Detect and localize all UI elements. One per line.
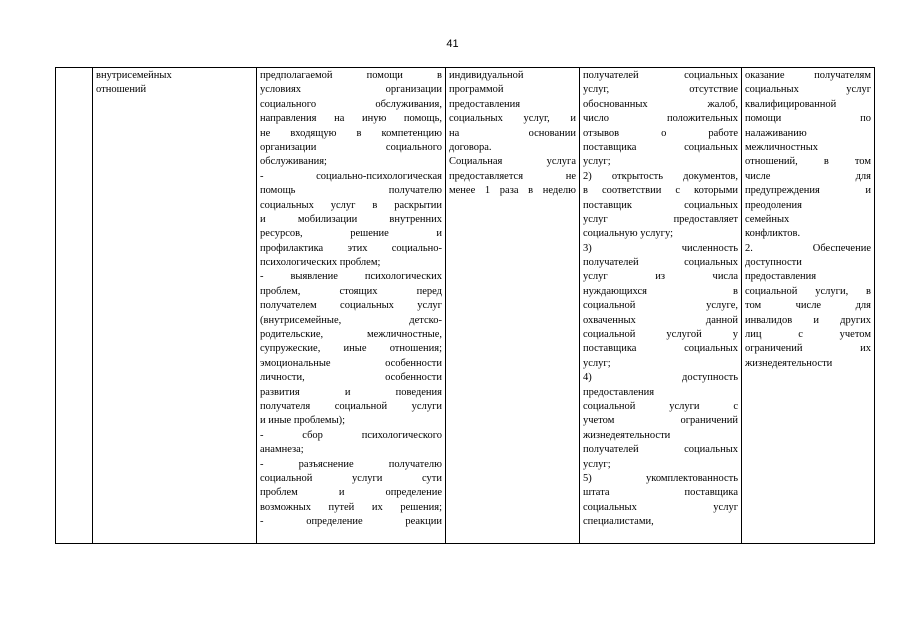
- cell-text-line: число положительных: [583, 113, 738, 125]
- cell-text-line: эмоциональные особенности: [260, 357, 442, 369]
- cell-text-line: социальной услуге,: [583, 300, 738, 312]
- cell-text-line: 2. Обеспечение: [745, 242, 871, 254]
- cell-text-line: 3) численность: [583, 242, 738, 254]
- cell-text-line: социальной услуги с: [583, 400, 738, 412]
- cell-text-line: условиях организации: [260, 84, 442, 96]
- cell-text-line: том числе для: [745, 300, 871, 312]
- cell-text-line: Социальная услуга: [449, 156, 576, 168]
- cell-text-line: отзывов о работе: [583, 127, 738, 139]
- cell-text-line: охваченных данной: [583, 314, 738, 326]
- services-table: [55, 67, 875, 544]
- cell-text-line: семейных: [745, 213, 790, 225]
- cell-text-line: и мобилизации внутренних: [260, 213, 442, 225]
- cell-text-line: услуг, отсутствие: [583, 84, 738, 96]
- cell-text-line: возможных путей их решения;: [260, 501, 442, 513]
- cell-text-line: организации социального: [260, 141, 442, 153]
- cell-text-line: социальных услуг в раскрытии: [260, 199, 442, 211]
- cell-text-line: квалифицированной: [745, 98, 837, 110]
- cell-text-line: - выявление психологических: [260, 271, 442, 283]
- cell-text-line: социальной услуги сути: [260, 472, 442, 484]
- table-column-1: [56, 68, 92, 543]
- cell-text-line: социального обслуживания,: [260, 98, 442, 110]
- cell-text-line: и иные проблемы);: [260, 415, 346, 427]
- cell-text-line: менее 1 раза в неделю: [449, 185, 576, 197]
- cell-text-line: услуг;: [583, 357, 611, 369]
- table-column-4: [445, 68, 579, 543]
- cell-text-line: супружеские, иные отношения;: [260, 343, 442, 355]
- page-number: 41: [446, 38, 459, 50]
- cell-text-line: поставщика социальных: [583, 343, 738, 355]
- cell-text-line: на основании: [449, 127, 576, 139]
- cell-text-line: получателей социальных: [583, 70, 738, 81]
- cell-text-line: социальных услуг: [745, 84, 871, 96]
- cell-text-line: в соответствии с которыми: [583, 185, 738, 197]
- cell-text-line: предоставления: [583, 386, 655, 398]
- cell-text-line: анамнеза;: [260, 444, 304, 456]
- cell-text-line: родительские, межличностные,: [260, 329, 442, 341]
- cell-text-line: услуг;: [583, 156, 611, 168]
- cell-text-line: социальных услуг: [583, 501, 738, 513]
- table-column-5: [579, 68, 741, 543]
- cell-text-line: предполагаемой помощи в: [260, 70, 442, 81]
- cell-text-line: программой: [449, 84, 504, 96]
- cell-text-line: проблем и определение: [260, 487, 442, 499]
- cell-text-line: профилактика этих социально-: [260, 242, 442, 254]
- cell-text-line: предоставления: [745, 271, 817, 283]
- cell-text-line: внутрисемейных: [96, 70, 172, 81]
- cell-text-line: (внутрисемейные, детско-: [260, 314, 442, 326]
- cell-text-line: лиц с учетом: [745, 329, 871, 341]
- cell-text-line: ограничений их: [745, 343, 871, 355]
- cell-text-line: специалистами,: [583, 516, 654, 528]
- cell-text-line: социальной услугой у: [583, 329, 738, 341]
- cell-text-line: отношений, в том: [745, 156, 871, 168]
- cell-text-line: обоснованных жалоб,: [583, 98, 738, 110]
- cell-text-line: числе для: [745, 170, 871, 182]
- cell-text-line: штата поставщика: [583, 487, 738, 499]
- cell-text-line: получателей социальных: [583, 444, 738, 456]
- cell-text-line: ресурсов, решение и: [260, 228, 442, 240]
- cell-text-line: налаживанию: [745, 127, 807, 139]
- cell-text-line: развития и поведения: [260, 386, 442, 398]
- table-column-2: [92, 68, 256, 543]
- cell-text-line: социальной услуги, в: [745, 285, 871, 297]
- cell-text-line: отношений: [96, 84, 147, 96]
- cell-text-line: помощь получателю: [260, 185, 442, 197]
- cell-text-line: услуг предоставляет: [583, 213, 738, 225]
- cell-text-line: 5) укомплектованность: [583, 472, 738, 484]
- cell-text-line: жизнедеятельности: [745, 357, 833, 369]
- cell-text-line: оказание получателям: [745, 70, 871, 81]
- cell-text-line: предупреждения и: [745, 185, 871, 197]
- cell-text-line: - сбор психологического: [260, 429, 442, 441]
- cell-text-line: направления на иную помощь,: [260, 113, 442, 125]
- cell-text-line: получателя социальной услуги: [260, 400, 442, 412]
- cell-text-line: доступности: [745, 257, 802, 269]
- cell-text-line: поставщика социальных: [583, 141, 738, 153]
- cell-text-line: проблем, стоящих перед: [260, 285, 442, 297]
- cell-text-line: 2) открытость документов,: [583, 170, 738, 182]
- cell-text-line: предоставляется не: [449, 170, 576, 182]
- cell-text-line: преодоления: [745, 199, 802, 211]
- cell-text-line: предоставления: [449, 98, 521, 110]
- cell-text-line: инвалидов и других: [745, 314, 871, 326]
- cell-text-line: - социально-психологическая: [260, 170, 442, 182]
- cell-text-line: жизнедеятельности: [583, 429, 671, 441]
- cell-text-line: - определение реакции: [260, 516, 442, 528]
- cell-text-line: обслуживания;: [260, 156, 327, 168]
- cell-text-line: получателей социальных: [583, 257, 738, 269]
- cell-text-line: 4) доступность: [583, 372, 738, 384]
- cell-text-line: социальных услуг, и: [449, 113, 576, 125]
- cell-text-line: конфликтов.: [745, 228, 801, 240]
- table-column-6: [741, 68, 874, 543]
- cell-text-line: услуг;: [583, 458, 611, 470]
- cell-text-line: социальную услугу;: [583, 228, 674, 240]
- cell-text-line: поставщик социальных: [583, 199, 738, 211]
- cell-text-line: личности, особенности: [260, 372, 442, 384]
- cell-text-line: - разъяснение получателю: [260, 458, 442, 470]
- cell-text-line: не входящую в компетенцию: [260, 127, 442, 139]
- cell-text-line: учетом ограничений: [583, 415, 738, 427]
- table-column-3: [256, 68, 445, 543]
- cell-text-line: получателем социальных услуг: [260, 300, 442, 312]
- cell-text-line: услуг из числа: [583, 271, 738, 283]
- cell-text-line: психологических проблем;: [260, 257, 381, 269]
- cell-text-line: индивидуальной: [449, 70, 524, 81]
- cell-text-line: помощи по: [745, 113, 871, 125]
- cell-text-line: межличностных: [745, 141, 819, 153]
- cell-text-line: нуждающихся в: [583, 285, 738, 297]
- cell-text-line: договора.: [449, 141, 492, 153]
